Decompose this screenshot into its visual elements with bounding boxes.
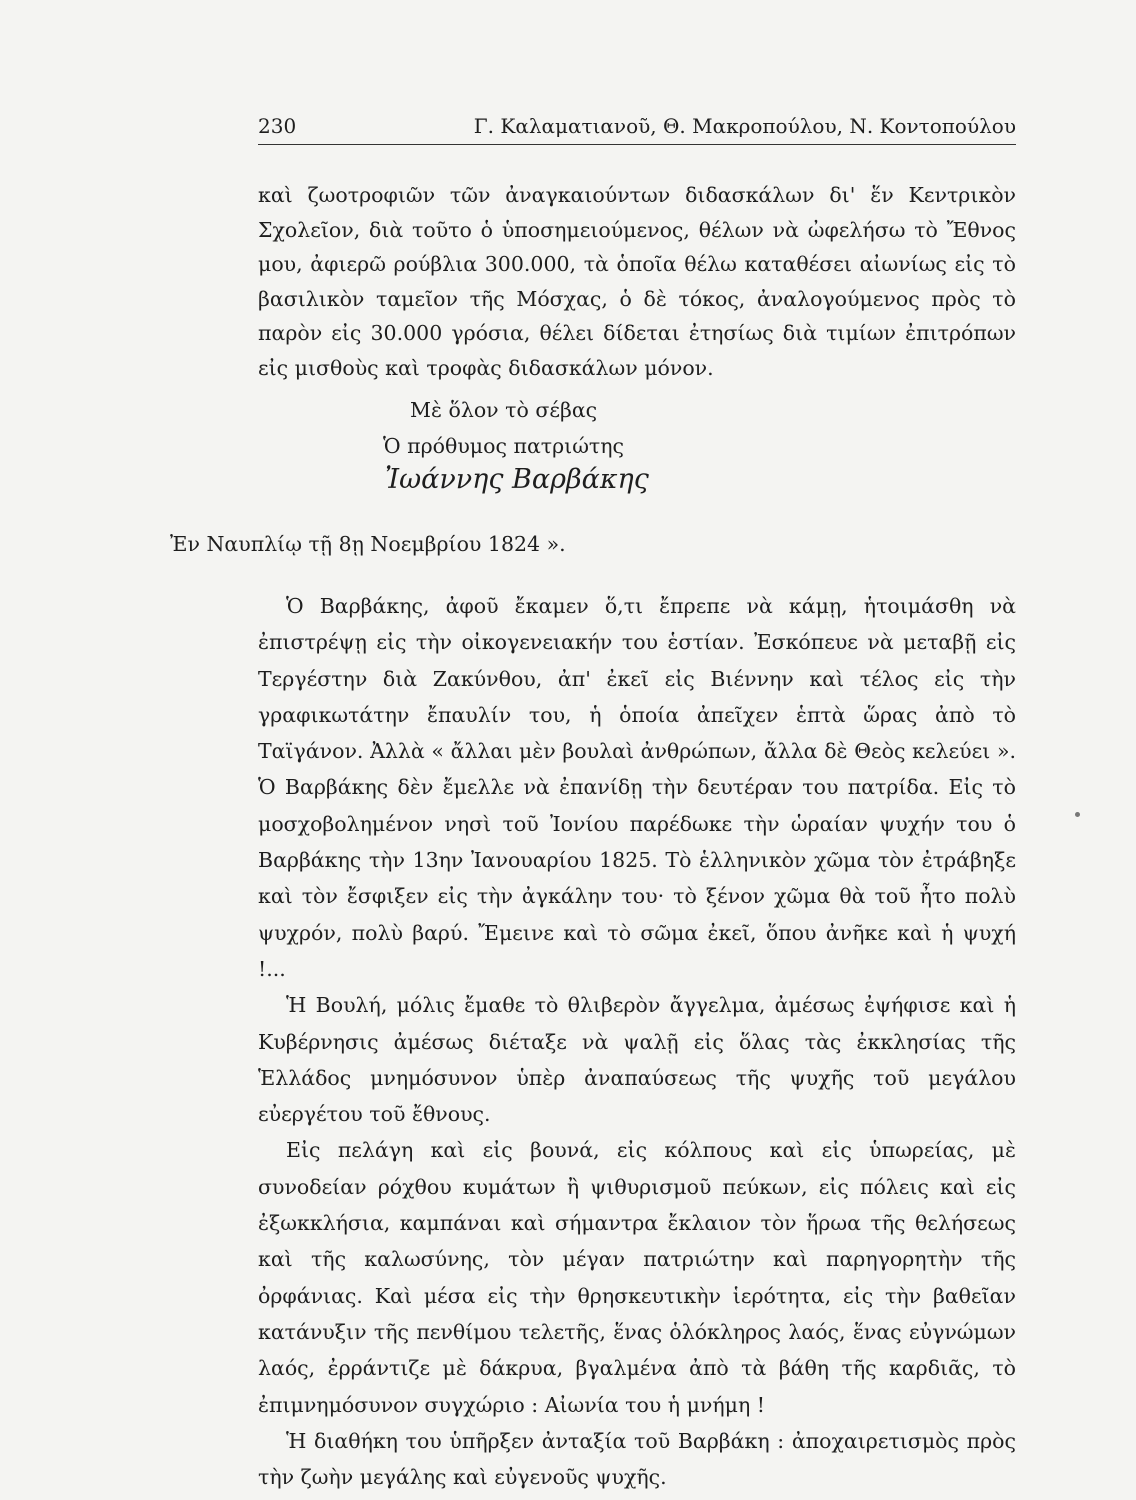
letter-text: [258, 178, 1016, 385]
signature: Ἰωάννης Βαρβάκης: [385, 464, 649, 495]
running-title: Γ. Καλαματιανοῦ, Θ. Μακροπούλου, Ν. Κοντοπούλου: [473, 114, 1016, 138]
paragraph: Ὁ Βαρβάκης, ἀφοῦ ἔκαμεν ὅ,τι ἔπρεπε νὰ κάμῃ, ἡτοιμάσθη νὰ ἐπιστρέψῃ εἰς τὴν οἰκογενειακήν του ἑστίαν. Ἐσκόπευε νὰ μεταβῇ εἰς Τεργέστην διὰ Ζακύνθου, ἀπ' ἐκεῖ εἰς Βιέννην καὶ τέλος εἰς τὴν γραφικωτάτην ἔπαυλίν του, ἡ ὁποία ἀπεῖχεν ἑπτὰ ὥρας ἀπὸ τὸ Ταϊγάνον. Ἀλλὰ « ἄλλαι μὲν βουλαὶ ἀνθρώπων, ἄλλα δὲ Θεὸς κελεύει ». Ὁ Βαρβάκης δὲν ἔμελλε νὰ ἐπανίδῃ τὴν δευτέραν του πατρίδα. Εἰς τὸ μοσχοβολημένον νησὶ τοῦ Ἰονίου παρέδωκε τὴν ὡραίαν ψυχήν του ὁ Βαρβάκης τὴν 13ην Ἰανουαρίου 1825. Τὸ ἑλληνικὸν χῶμα τὸν ἐτράβηξε καὶ τὸν ἔσφιξεν εἰς τὴν ἀγκάλην του· τὸ ξένον χῶμα θὰ τοῦ ἦτο πολὺ ψυχρόν, πολὺ βαρύ. Ἔμεινε καὶ τὸ σῶμα ἐκεῖ, ὅπου ἀνῆκε καὶ ἡ ψυχή !...: [258, 594, 1016, 981]
page-number: 230: [258, 114, 297, 138]
running-header: [258, 114, 1016, 145]
margin-mark: [1075, 812, 1080, 817]
place-date: Ἐν Ναυπλίῳ τῇ 8ῃ Νοεμβρίου 1824 ».: [170, 532, 566, 556]
main-text: [258, 588, 1016, 1495]
letter-paragraph: καὶ ζωοτροφιῶν τῶν ἀναγκαιούντων διδασκάλων δι' ἕν Κεντρικὸν Σχολεῖον, διὰ τοῦτο ὁ ὑποσημειούμενος, θέλων νὰ ὠφελήσω τὸ Ἔθνος μου, ἀφιερῶ ρούβλια 300.000, τὰ ὁποῖα θέλω καταθέσει αἰωνίως εἰς τὸ βασιλικὸν ταμεῖον τῆς Μόσχας, ὁ δὲ τόκος, ἀναλογούμενος πρὸς τὸ παρὸν εἰς 30.000 γρόσια, θέλει δίδεται ἐτησίως διὰ τιμίων ἐπιτρόπων εἰς μισθοὺς καὶ τροφὰς διδασκάλων μόνον.: [258, 183, 1016, 380]
paragraph: Εἰς πελάγη καὶ εἰς βουνά, εἰς κόλπους καὶ εἰς ὑπωρείας, μὲ συνοδείαν ρόχθου κυμάτων ἢ ψιθυρισμοῦ πεύκων, εἰς πόλεις καὶ εἰς ἐξωκκλήσια, καμπάναι καὶ σήμαντρα ἔκλαιον τὸν ἥρωα τῆς θελήσεως καὶ τῆς καλωσύνης, τὸν μέγαν πατριώτην καὶ παρηγορητὴν τῆς ὀρφάνιας. Καὶ μέσα εἰς τὴν θρησκευτικὴν ἱερότητα, εἰς τὴν βαθεῖαν κατάνυξιν τῆς πενθίμου τελετῆς, ἕνας ὁλόκληρος λαός, ἕνας εὐγνώμων λαός, ἐρράντιζε μὲ δάκρυα, βγαλμένα ἀπὸ τὰ βάθη τῆς καρδιᾶς, τὸ ἐπιμνημόσυνον συγχώριο : Αἰωνία του ἡ μνήμη !: [258, 1138, 1016, 1417]
closing-title: Ὁ πρόθυμος πατριώτης: [383, 434, 625, 458]
paragraph: Ἡ διαθήκη του ὑπῆρξεν ἀνταξία τοῦ Βαρβάκη : ἀποχαιρετισμὸς πρὸς τὴν ζωὴν μεγάλης καὶ εὐγενοῦς ψυχῆς.: [258, 1428, 1016, 1490]
paragraph: Ἡ Βουλή, μόλις ἔμαθε τὸ θλιβερὸν ἄγγελμα, ἀμέσως ἐψήφισε καὶ ἡ Κυβέρνησις ἀμέσως διέταξε νὰ ψαλῇ εἰς ὅλας τὰς ἐκκλησίας τῆς Ἑλλάδος μνημόσυνον ὑπὲρ ἀναπαύσεως τῆς ψυχῆς τοῦ μεγάλου εὐεργέτου τοῦ ἔθνους.: [258, 993, 1016, 1127]
closing-salutation: Μὲ ὅλον τὸ σέβας: [410, 398, 598, 422]
